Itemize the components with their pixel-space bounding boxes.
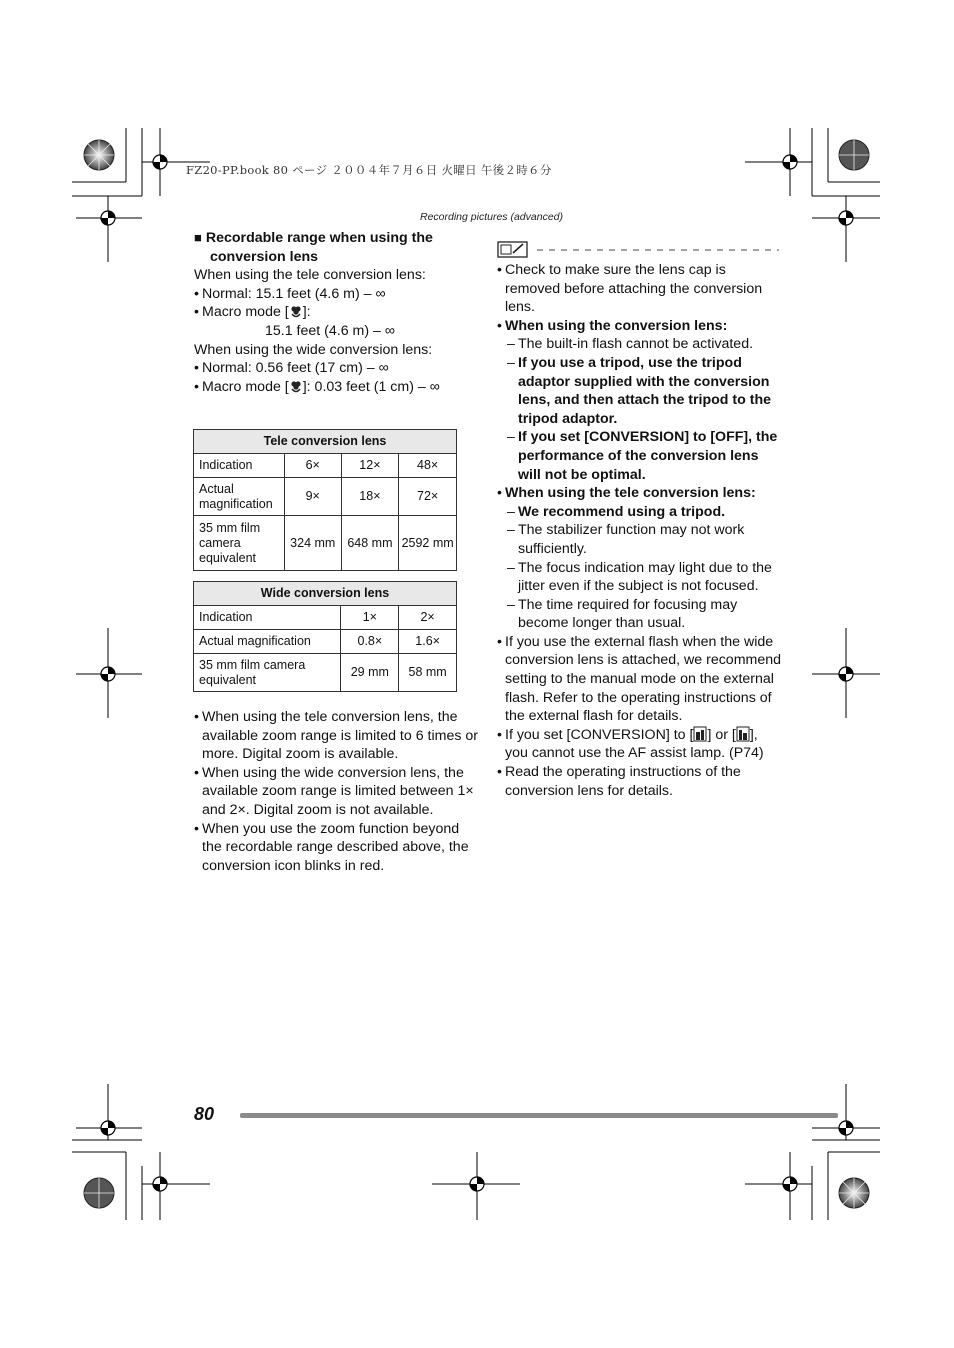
row-label: Actual magnification [194,630,341,654]
wide-normal-item: • Normal: 0.56 feet (17 cm) – ∞ [194,360,389,377]
table-cell: 0.8× [341,630,399,654]
sub-item: – If you set [CONVERSION] to [OFF], the performance of the conversion lens will not be optimal. [507,429,778,483]
list-item: • If you use the external flash when the wide conversion lens is attached, we recommend setting to the manual mode on the external flash. Refer to the operating instructions of the external flash for details. [497,633,782,725]
sub-item: – We recommend using a tripod. [507,503,726,520]
tele-conversion-table [193,429,457,571]
tele-conversion-icon [693,726,707,742]
table-cell: 6× [284,454,341,478]
tele-normal-item: • Normal: 15.1 feet (4.6 m) – ∞ [194,285,386,302]
wide-conversion-table [193,581,457,692]
wide-intro: When using the wide conversion lens: [194,341,433,358]
table-cell: 324 mm [284,516,341,571]
section-heading: ■ Recordable range when using the [194,230,433,246]
list-item: • When using the wide conversion lens, the available zoom range is limited between 1× and 2×. Digital zoom is not available. [194,764,474,818]
table-cell: 29 mm [341,654,399,692]
footer-rule [240,1113,838,1118]
table-cell: 2592 mm [399,516,457,571]
table-cell: 9× [284,478,341,516]
table-row [194,516,457,571]
left-notes [194,708,478,875]
table-cell: 12× [341,454,399,478]
table-title: Tele conversion lens [194,430,457,454]
left-column [194,229,480,396]
table-cell: 1× [341,606,399,630]
row-label: 35 mm film camera equivalent [194,516,285,571]
list-item: • If you set [CONVERSION] to [ ] or [ ], you cannot use the AF assist lamp. (P74) [497,726,764,762]
wide-conversion-icon [736,726,750,742]
wide-macro-item: • Macro mode [ ]: 0.03 feet (1 cm) – ∞ [194,378,440,395]
row-label: Indication [194,606,341,630]
list-item: • When using the tele conversion lens, the available zoom range is limited to 6 times or more. Digital zoom is available. [194,709,478,763]
sub-item: – The time required for focusing may become longer than usual. [507,596,738,632]
list-item: • Read the operating instructions of the conversion lens for details. [497,764,741,799]
table-cell: 58 mm [399,654,457,692]
list-item: • When using the tele conversion lens: [497,485,756,502]
tele-macro-item: • Macro mode [ ]: [194,304,311,321]
table-title: Wide conversion lens [194,582,457,606]
table-cell: 1.6× [399,630,457,654]
table-row [194,454,457,478]
row-label: Actual magnification [194,478,285,516]
print-slug: FZ20-PP.book 80 ページ ２００４年７月６日 火曜日 午後２時６分 [186,163,552,177]
list-item: • When using the conversion lens: [497,317,728,334]
table-cell: 72× [399,478,457,516]
table-cell: 18× [341,478,399,516]
tele-intro: When using the tele conversion lens: [194,267,426,284]
sub-item: – The built-in flash cannot be activated. [507,336,754,353]
table-row [194,630,457,654]
note-icon [497,240,779,260]
sub-item: – The focus indication may light due to the jitter even if the subject is not focused. [507,559,772,595]
sub-item: – The stabilizer function may not work sufficiently. [507,522,745,557]
table-row [194,478,457,516]
table-row [194,606,457,630]
macro-flower-icon [289,304,303,318]
table-cell: 48× [399,454,457,478]
row-label: Indication [194,454,285,478]
note-header [497,240,779,260]
page-number: 80 [194,1104,215,1124]
table-cell: 648 mm [341,516,399,571]
square-bullet-icon: ■ [194,230,202,245]
row-label: 35 mm film camera equivalent [194,654,341,692]
macro-flower-icon [289,379,303,393]
section-heading-line2: conversion lens [210,248,319,265]
table-row [194,654,457,692]
tele-macro-value: 15.1 feet (4.6 m) – ∞ [265,322,395,339]
table-cell: 2× [399,606,457,630]
running-header: Recording pictures (advanced) [420,211,563,223]
list-item: • Check to make sure the lens cap is removed before attaching the conversion lens. [497,262,763,316]
sub-item: – If you use a tripod, use the tripod adaptor supplied with the conversion lens, and then attach the tripod to the tripod adaptor. [507,354,772,427]
list-item: • When you use the zoom function beyond the recordable range described above, the conversion icon blinks in red. [194,820,469,874]
right-column [497,261,781,800]
